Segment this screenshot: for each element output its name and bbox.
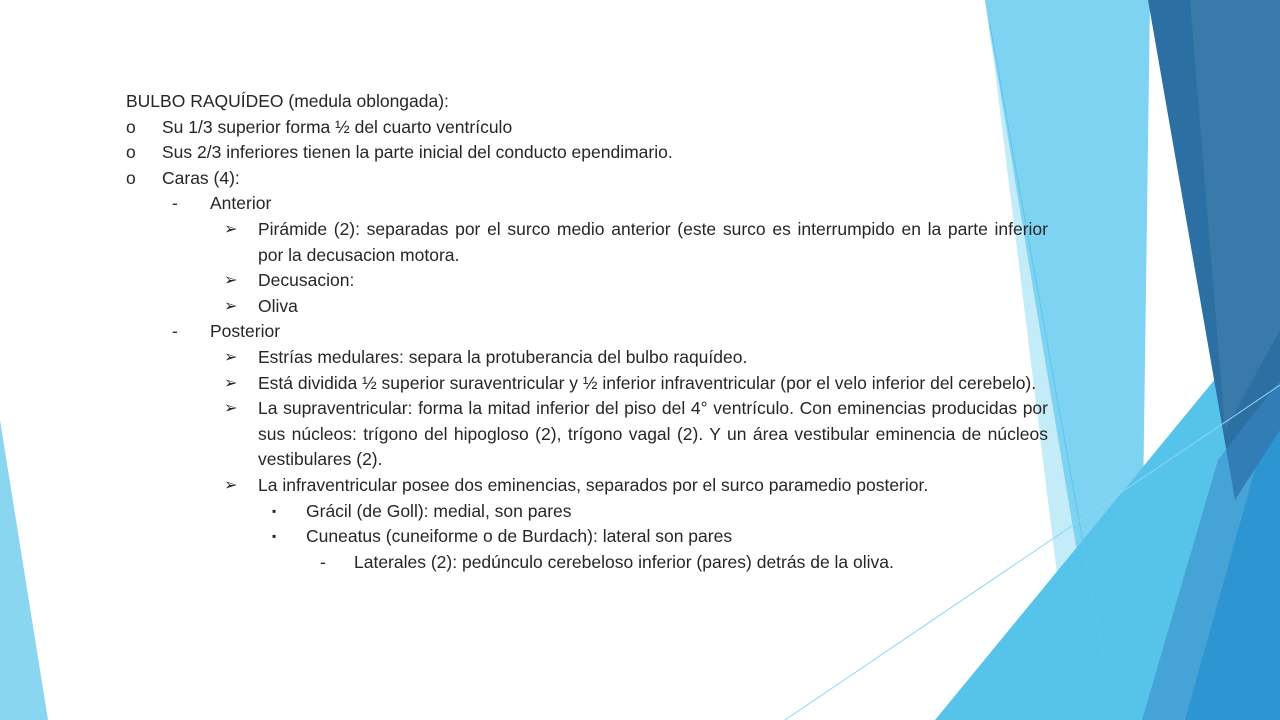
list-item: o Sus 2/3 inferiores tienen la parte inicial del conducto ependimario. [126, 140, 1048, 166]
circle-bullet-icon: o [126, 142, 136, 163]
list-item: ➢ Pirámide (2): separadas por el surco medio anterior (este surco es interrumpido en la parte inferior por la decusacion motora. [224, 218, 1048, 265]
slide-title: BULBO RAQUÍDEO (medula oblongada): [126, 91, 449, 111]
list-item: o Su 1/3 superior forma ½ del cuarto ventrículo [126, 115, 1048, 141]
arrow-bullet-icon: ➢ [224, 348, 238, 366]
left-light-wedge [0, 420, 48, 720]
list-item: ▪ Cuneatus (cuneiforme o de Burdach): lateral son pares [126, 524, 1048, 550]
dash-bullet-icon: - [172, 193, 178, 214]
arrow-bullet-icon: ➢ [224, 220, 238, 238]
list-item: - Anterior [126, 191, 1048, 217]
list-item: ➢ Decusacion: [126, 268, 1048, 294]
circle-bullet-icon: o [126, 116, 136, 137]
list-item: - Laterales (2): pedúnculo cerebeloso inferior (pares) detrás de la oliva. [126, 550, 1048, 576]
list-item: o Caras (4): [126, 166, 1048, 192]
square-bullet-icon: ▪ [272, 529, 277, 544]
list-item: ➢ Oliva [126, 294, 1048, 320]
list-item: ➢ La infraventricular posee dos eminencias, separados por el surco paramedio posterior. [126, 473, 1048, 499]
list-item: - Posterior [126, 319, 1048, 345]
dash-bullet-icon: - [172, 321, 178, 342]
arrow-bullet-icon: ➢ [224, 400, 238, 418]
arrow-bullet-icon: ➢ [224, 297, 238, 315]
list-item: ➢ Está dividida ½ superior suraventricular y ½ inferior infraventricular (por el velo inferior del cerebelo). [126, 371, 1048, 397]
square-bullet-icon: ▪ [272, 503, 277, 518]
circle-bullet-icon: o [126, 167, 136, 188]
dash-bullet-icon: - [320, 551, 326, 572]
arrow-bullet-icon: ➢ [224, 374, 238, 392]
arrow-bullet-icon: ➢ [224, 272, 238, 290]
slide-content [126, 89, 1048, 575]
list-item: ➢ Estrías medulares: separa la protuberancia del bulbo raquídeo. [126, 345, 1048, 371]
list-item: ▪ Grácil (de Goll): medial, son pares [126, 499, 1048, 525]
list-item: ➢ La supraventricular: forma la mitad inferior del piso del 4° ventrículo. Con eminencias producidas por sus núcleos: trígono del hipogloso (2), trígono vagal (2). Y un área vestibular eminencia de núcleos vestibulares (2). [224, 398, 1048, 470]
arrow-bullet-icon: ➢ [224, 476, 238, 494]
